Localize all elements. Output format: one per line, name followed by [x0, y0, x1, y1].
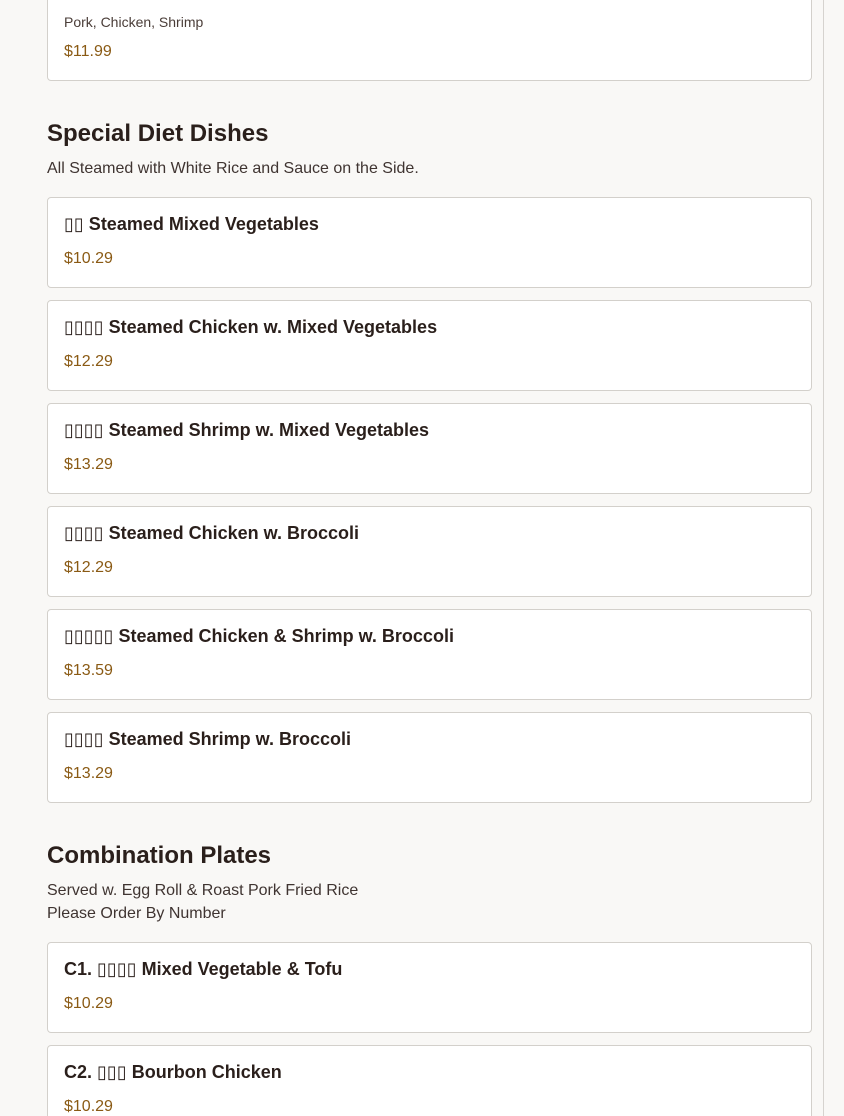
menu-item-card[interactable]: [47, 1045, 812, 1116]
section-description-line-2: Please Order By Number: [47, 905, 226, 922]
section-description: All Steamed with White Rice and Sauce on the Side.: [47, 160, 419, 177]
item-price: $13.29: [64, 456, 113, 473]
item-name: ▯▯▯▯ Steamed Shrimp w. Broccoli: [64, 729, 352, 749]
menu-item-card[interactable]: [47, 609, 812, 700]
item-price: $11.99: [64, 43, 112, 60]
menu-item-card[interactable]: [47, 0, 812, 81]
item-price: $10.29: [64, 995, 113, 1012]
section-title: Special Diet Dishes: [47, 120, 269, 147]
menu-item-card[interactable]: [47, 403, 812, 494]
item-price: $13.29: [64, 765, 113, 782]
item-name: ▯▯▯▯▯ Steamed Chicken & Shrimp w. Broccoli: [64, 626, 454, 646]
menu-item-card[interactable]: [47, 197, 812, 288]
item-name: ▯▯▯▯ Steamed Chicken w. Broccoli: [64, 523, 360, 543]
item-price: $13.59: [64, 662, 113, 679]
section-title: Combination Plates: [47, 842, 272, 869]
item-price: $12.29: [64, 559, 113, 576]
item-name: ▯▯▯▯ Steamed Shrimp w. Mixed Vegetables: [64, 420, 430, 440]
item-name: ▯▯ Steamed Mixed Vegetables: [64, 214, 319, 234]
item-price: $10.29: [64, 1098, 113, 1115]
item-name: ▯▯▯▯ Steamed Chicken w. Mixed Vegetables: [64, 317, 438, 337]
item-description: Pork, Chicken, Shrimp: [64, 14, 204, 30]
menu-item-card[interactable]: [47, 712, 812, 803]
section-description-line-1: Served w. Egg Roll & Roast Pork Fried Rice: [47, 882, 359, 899]
item-name: C2. ▯▯▯ Bourbon Chicken: [64, 1062, 282, 1082]
item-price: $10.29: [64, 250, 113, 267]
menu-item-card[interactable]: [47, 942, 812, 1033]
menu-item-card[interactable]: [47, 300, 812, 391]
menu-item-card[interactable]: [47, 506, 812, 597]
item-name: C1. ▯▯▯▯ Mixed Vegetable & Tofu: [64, 959, 343, 979]
item-price: $12.29: [64, 353, 113, 370]
